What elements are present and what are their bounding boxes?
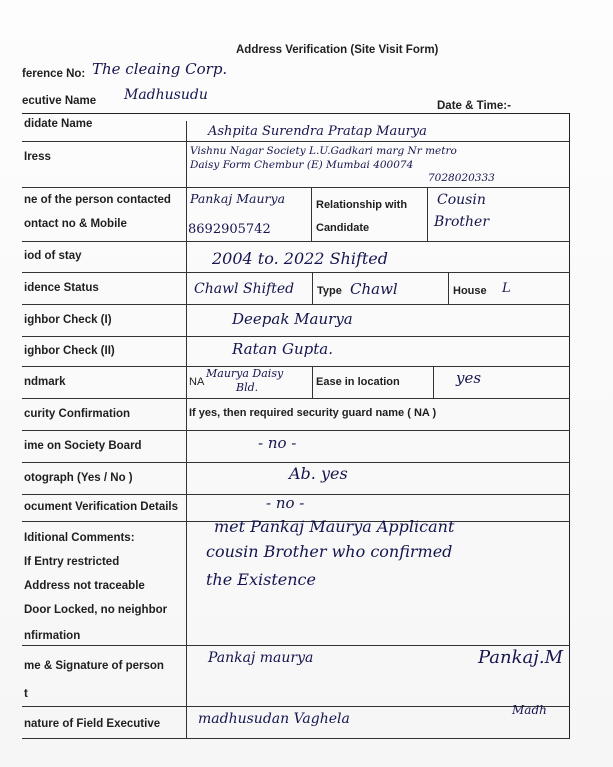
reference-value: The cleaing Corp. (92, 60, 228, 78)
comment-confirmation: nfirmation (24, 630, 81, 642)
address-line-2: Daisy Form Chembur (E) Mumbai 400074 (190, 159, 414, 171)
relationship-value-2: Brother (434, 214, 490, 230)
signature-person-sign: Pankaj.M (478, 647, 563, 668)
photograph-value: Ab. yes (289, 464, 348, 483)
society-board-label: ime on Society Board (24, 440, 142, 452)
comments-value-line-1: met Pankaj Maurya Applicant (214, 517, 455, 536)
relationship-value: Cousin (437, 192, 486, 208)
security-guard-text: If yes, then required security guard name ( NA ) (189, 407, 437, 419)
society-board-value: - no - (258, 434, 297, 452)
landmark-label: ndmark (24, 376, 66, 388)
type-label: Type (317, 285, 342, 297)
address-phone: 7028020333 (428, 172, 495, 184)
landmark-value-2: Bld. (236, 381, 259, 394)
document-verification-label: ocument Verification Details (24, 501, 179, 513)
neighbor-check-1-label: ighbor Check (I) (24, 314, 112, 326)
security-confirmation-label: curity Confirmation (24, 408, 131, 420)
relationship-label: Relationship with (316, 199, 408, 211)
house-label: House (453, 285, 487, 297)
field-executive-sign: Madh (512, 703, 547, 717)
comment-entry-restricted: If Entry restricted (24, 556, 120, 568)
address-line-1: Vishnu Nagar Society L.U.Gadkari marg Nr metro (190, 145, 457, 157)
ease-in-location-label: Ease in location (316, 376, 400, 388)
form-title: Address Verification (Site Visit Form) (236, 44, 439, 56)
period-of-stay-label: iod of stay (24, 250, 82, 262)
document-verification-value: - no - (266, 494, 305, 512)
signature-person-name: Pankaj maurya (208, 650, 314, 666)
house-value: L (502, 281, 511, 296)
person-contacted-label: ne of the person contacted (24, 194, 171, 206)
candidate-name-label: didate Name (24, 118, 93, 130)
residence-status-label: idence Status (24, 282, 99, 294)
neighbor-check-1-value: Deepak Maurya (232, 310, 353, 328)
field-executive-label: nature of Field Executive (24, 718, 161, 730)
type-value: Chawl (350, 280, 398, 298)
person-contacted-value: Pankaj Maurya (190, 191, 286, 206)
relationship-candidate-label: Candidate (316, 222, 370, 234)
additional-comments-label: Iditional Comments: (24, 532, 135, 544)
candidate-name-value: Ashpita Surendra Pratap Maurya (208, 124, 427, 139)
signature-person-label-2: t (24, 688, 28, 700)
photograph-label: otograph (Yes / No ) (24, 472, 133, 484)
neighbor-check-2-label: ighbor Check (II) (24, 345, 115, 357)
neighbor-check-2-value: Ratan Gupta. (232, 340, 333, 358)
comments-value-line-3: the Existence (206, 570, 316, 589)
contact-number-value: 8692905742 (188, 222, 271, 237)
ease-in-location-value: yes (456, 369, 482, 387)
address-label: Iress (24, 151, 51, 163)
executive-value: Madhusudu (124, 87, 208, 103)
comment-door-locked: Door Locked, no neighbor (24, 604, 168, 616)
signature-person-label: me & Signature of person (24, 660, 164, 672)
contact-number-label: ontact no & Mobile (24, 218, 127, 230)
field-executive-name: madhusudan Vaghela (198, 711, 350, 727)
comments-value-line-2: cousin Brother who confirmed (206, 542, 453, 561)
executive-label: ecutive Name (22, 95, 97, 107)
residence-status-value: Chawl Shifted (194, 281, 295, 297)
landmark-value: Maurya Daisy (206, 367, 284, 380)
period-of-stay-value: 2004 to. 2022 Shifted (212, 249, 389, 268)
comment-address-not-traceable: Address not traceable (24, 580, 145, 592)
reference-label: ference No: (22, 68, 86, 80)
date-time-label: Date & Time:- (437, 100, 511, 112)
landmark-na: NA (189, 376, 205, 388)
